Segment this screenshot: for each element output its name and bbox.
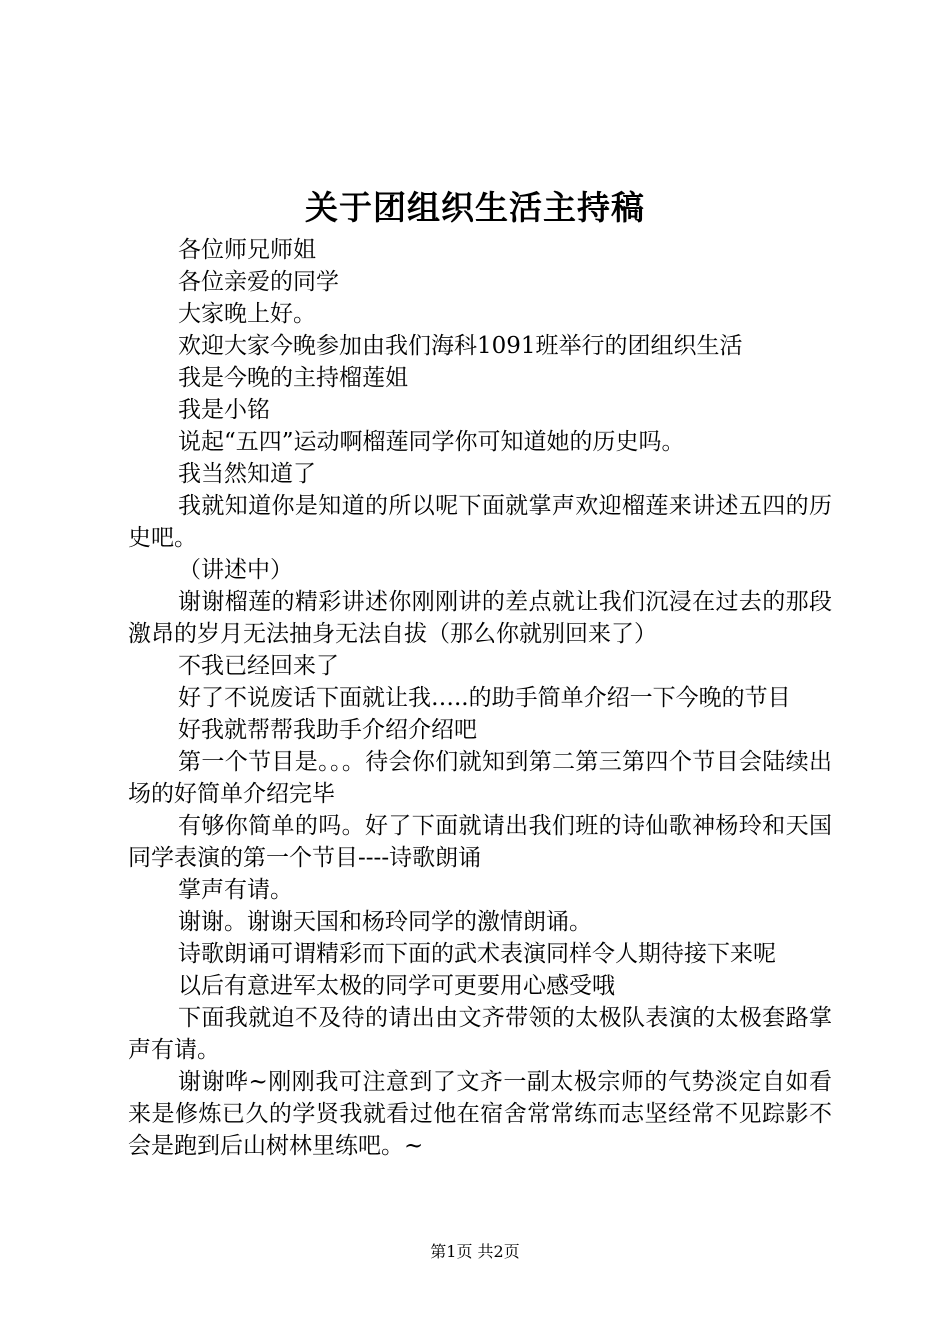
paragraph: 谢谢哗~刚刚我可注意到了文齐一副太极宗师的气势淡定自如看来是修炼已久的学贤我就看过他在宿舍常常练而志坚经常不见踪影不会是跑到后山树林里练吧。~ <box>128 1069 832 1159</box>
paragraph: 我就知道你是知道的所以呢下面就掌声欢迎榴莲来讲述五四的历史吧。 <box>128 493 832 551</box>
paragraph: 各位师兄师姐 <box>178 237 316 263</box>
paragraph: 我当然知道了 <box>178 461 316 487</box>
paragraph: 我是小铭 <box>178 397 270 423</box>
paragraph: 各位亲爱的同学 <box>178 269 339 295</box>
paragraph: 以后有意进军太极的同学可更要用心感受哦 <box>178 973 615 999</box>
paragraph: 下面我就迫不及待的请出由文齐带领的太极队表演的太极套路掌声有请。 <box>128 1005 832 1063</box>
paragraph: 欢迎大家今晚参加由我们海科1091班举行的团组织生活 <box>178 333 743 359</box>
paragraph: 谢谢榴莲的精彩讲述你刚刚讲的差点就让我们沉浸在过去的那段激昂的岁月无法抽身无法自拔（那么你就别回来了） <box>128 589 832 647</box>
paragraph: （讲述中） <box>178 557 293 583</box>
paragraph: 大家晚上好。 <box>178 301 316 327</box>
document-title: 关于团组织生活主持稿 <box>305 188 645 227</box>
paragraph: 说起“五四”运动啊榴莲同学你可知道她的历史吗。 <box>178 429 685 455</box>
page-footer: 第1页 共2页 <box>430 1242 520 1261</box>
paragraph: 不我已经回来了 <box>178 653 339 679</box>
document-body <box>128 234 832 1162</box>
paragraph: 谢谢。谢谢天国和杨玲同学的激情朗诵。 <box>178 909 592 935</box>
paragraph: 好我就帮帮我助手介绍介绍吧 <box>178 717 477 743</box>
paragraph: 第一个节目是。。。待会你们就知到第二第三第四个节目会陆续出场的好简单介绍完毕 <box>128 749 832 807</box>
paragraph: 有够你简单的吗。好了下面就请出我们班的诗仙歌神杨玲和天国同学表演的第一个节目----诗歌朗诵 <box>128 813 832 871</box>
paragraph: 诗歌朗诵可谓精彩而下面的武术表演同样令人期待接下来呢 <box>178 941 776 967</box>
paragraph: 我是今晚的主持榴莲姐 <box>178 365 408 391</box>
paragraph: 好了不说废话下面就让我…..的助手简单介绍一下今晚的节目 <box>178 685 791 711</box>
paragraph: 掌声有请。 <box>178 877 293 903</box>
